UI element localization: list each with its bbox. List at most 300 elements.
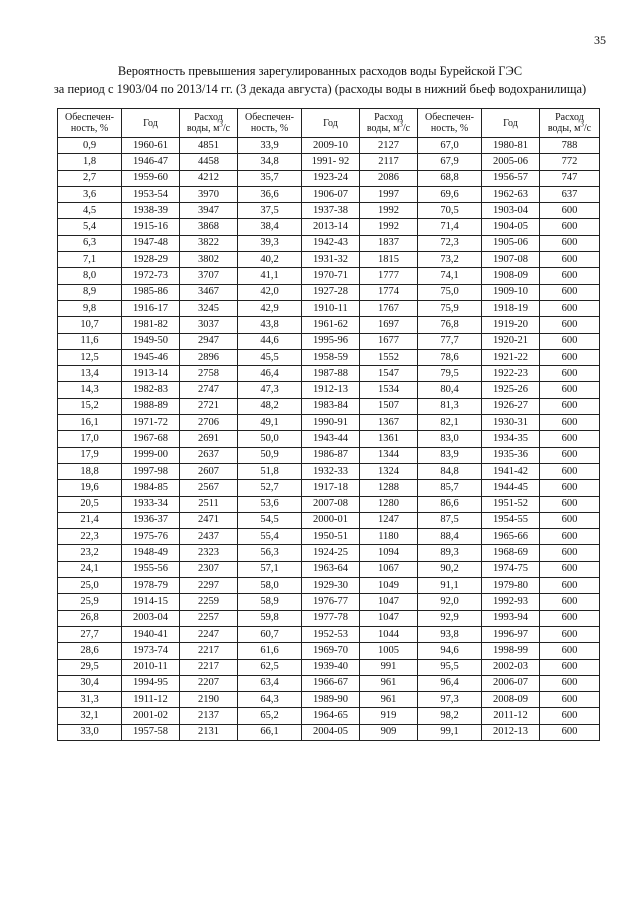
year-cell: 1983-84 [302, 398, 360, 414]
col-header-year: Год [482, 109, 540, 138]
flow-cell: 919 [360, 708, 418, 724]
year-cell: 1965-66 [482, 529, 540, 545]
probability-cell: 50,9 [238, 447, 302, 463]
year-cell: 1990-91 [302, 415, 360, 431]
table-row [58, 268, 600, 284]
probability-cell: 3,6 [58, 186, 122, 202]
flow-cell: 2207 [180, 675, 238, 691]
year-cell: 1981-82 [122, 317, 180, 333]
year-cell: 1907-08 [482, 252, 540, 268]
year-cell: 1963-64 [302, 561, 360, 577]
probability-cell: 53,6 [238, 496, 302, 512]
flow-cell: 1180 [360, 529, 418, 545]
probability-cell: 45,5 [238, 349, 302, 365]
flow-cell: 2297 [180, 578, 238, 594]
probability-cell: 27,7 [58, 626, 122, 642]
year-cell: 1939-40 [302, 659, 360, 675]
table-row [58, 610, 600, 626]
flow-cell: 3245 [180, 300, 238, 316]
flow-cell: 3822 [180, 235, 238, 251]
flow-cell: 1677 [360, 333, 418, 349]
probability-cell: 25,9 [58, 594, 122, 610]
probability-cell: 5,4 [58, 219, 122, 235]
year-cell: 1910-11 [302, 300, 360, 316]
flow-cell: 600 [540, 545, 600, 561]
year-cell: 1993-94 [482, 610, 540, 626]
year-cell: 1970-71 [302, 268, 360, 284]
flow-cell: 991 [360, 659, 418, 675]
flow-cell: 600 [540, 235, 600, 251]
flow-cell: 961 [360, 692, 418, 708]
probability-cell: 42,9 [238, 300, 302, 316]
year-cell: 1957-58 [122, 724, 180, 740]
probability-cell: 14,3 [58, 382, 122, 398]
flow-cell: 2117 [360, 154, 418, 170]
probability-cell: 10,7 [58, 317, 122, 333]
year-cell: 1955-56 [122, 561, 180, 577]
flow-cell: 4851 [180, 138, 238, 154]
flow-cell: 2896 [180, 349, 238, 365]
year-cell: 1954-55 [482, 512, 540, 528]
col-header-flow: Расход воды, $м^3/с$ [360, 109, 418, 138]
probability-cell: 63,4 [238, 675, 302, 691]
flow-cell: 2567 [180, 480, 238, 496]
year-cell: 1997-98 [122, 463, 180, 479]
year-cell: 2011-12 [482, 708, 540, 724]
year-cell: 1969-70 [302, 643, 360, 659]
year-cell: 1950-51 [302, 529, 360, 545]
year-cell: 1932-33 [302, 463, 360, 479]
probability-cell: 55,4 [238, 529, 302, 545]
flow-cell: 4458 [180, 154, 238, 170]
year-cell: 1962-63 [482, 186, 540, 202]
probability-cell: 2,7 [58, 170, 122, 186]
year-cell: 1989-90 [302, 692, 360, 708]
flow-cell: 1049 [360, 578, 418, 594]
year-cell: 1917-18 [302, 480, 360, 496]
table-row [58, 529, 600, 545]
flow-cell: 600 [540, 300, 600, 316]
probability-cell: 32,1 [58, 708, 122, 724]
probability-cell: 79,5 [418, 366, 482, 382]
table-row [58, 252, 600, 268]
flow-cell: 2607 [180, 463, 238, 479]
probability-cell: 24,1 [58, 561, 122, 577]
flow-cell: 3037 [180, 317, 238, 333]
flow-cell: 2131 [180, 724, 238, 740]
table-row [58, 203, 600, 219]
probability-cell: 36,6 [238, 186, 302, 202]
probability-cell: 33,9 [238, 138, 302, 154]
table-row [58, 643, 600, 659]
year-cell: 1987-88 [302, 366, 360, 382]
year-cell: 1945-46 [122, 349, 180, 365]
year-cell: 1916-17 [122, 300, 180, 316]
probability-cell: 89,3 [418, 545, 482, 561]
probability-cell: 25,0 [58, 578, 122, 594]
year-cell: 1960-61 [122, 138, 180, 154]
year-cell: 2002-03 [482, 659, 540, 675]
document-title-line-2: за период с 1903/04 по 2013/14 гг. (3 декада августа) (расходы воды в нижний бьеф водохранилища) [53, 82, 587, 96]
probability-cell: 50,0 [238, 431, 302, 447]
flow-cell: 2247 [180, 626, 238, 642]
probability-cell: 66,1 [238, 724, 302, 740]
probability-cell: 88,4 [418, 529, 482, 545]
year-cell: 1914-15 [122, 594, 180, 610]
page-number: 35 [594, 33, 606, 47]
probability-cell: 47,3 [238, 382, 302, 398]
flow-cell: 1044 [360, 626, 418, 642]
probability-cell: 35,7 [238, 170, 302, 186]
year-cell: 1964-65 [302, 708, 360, 724]
probability-cell: 26,8 [58, 610, 122, 626]
year-cell: 1923-24 [302, 170, 360, 186]
flow-cell: 600 [540, 675, 600, 691]
year-cell: 1988-89 [122, 398, 180, 414]
flow-cell: 2217 [180, 659, 238, 675]
year-cell: 2008-09 [482, 692, 540, 708]
flow-cell: 3707 [180, 268, 238, 284]
year-cell: 1909-10 [482, 284, 540, 300]
probability-cell: 16,1 [58, 415, 122, 431]
year-cell: 1918-19 [482, 300, 540, 316]
flow-cell: 2323 [180, 545, 238, 561]
year-cell: 1937-38 [302, 203, 360, 219]
year-cell: 2001-02 [122, 708, 180, 724]
table-row [58, 154, 600, 170]
table-row [58, 512, 600, 528]
probability-cell: 92,9 [418, 610, 482, 626]
year-cell: 1913-14 [122, 366, 180, 382]
flow-cell: 600 [540, 252, 600, 268]
year-cell: 1941-42 [482, 463, 540, 479]
probability-cell: 90,2 [418, 561, 482, 577]
year-cell: 2003-04 [122, 610, 180, 626]
probability-cell: 87,5 [418, 512, 482, 528]
col-header-probability: Обеспечен- ность, % [58, 109, 122, 138]
flow-cell: 600 [540, 578, 600, 594]
probability-cell: 67,0 [418, 138, 482, 154]
probability-cell: 94,6 [418, 643, 482, 659]
year-cell: 1948-49 [122, 545, 180, 561]
year-cell: 2009-10 [302, 138, 360, 154]
probability-cell: 18,8 [58, 463, 122, 479]
year-cell: 1956-57 [482, 170, 540, 186]
flow-cell: 1815 [360, 252, 418, 268]
probability-cell: 23,2 [58, 545, 122, 561]
table-row [58, 138, 600, 154]
year-cell: 1943-44 [302, 431, 360, 447]
probability-cell: 51,8 [238, 463, 302, 479]
probability-cell: 49,1 [238, 415, 302, 431]
table-row [58, 170, 600, 186]
flow-cell: 3947 [180, 203, 238, 219]
year-cell: 2004-05 [302, 724, 360, 740]
year-cell: 2012-13 [482, 724, 540, 740]
year-cell: 1985-86 [122, 284, 180, 300]
probability-cell: 6,3 [58, 235, 122, 251]
probability-cell: 86,6 [418, 496, 482, 512]
year-cell: 1966-67 [302, 675, 360, 691]
probability-cell: 54,5 [238, 512, 302, 528]
table-row [58, 675, 600, 691]
probability-cell: 33,0 [58, 724, 122, 740]
col-header-flow: Расход воды, $м^3/с$ [180, 109, 238, 138]
flow-cell: 1344 [360, 447, 418, 463]
year-cell: 1946-47 [122, 154, 180, 170]
year-cell: 1959-60 [122, 170, 180, 186]
col-header-probability: Обеспечен- ность, % [238, 109, 302, 138]
probability-cell: 37,5 [238, 203, 302, 219]
table-row [58, 186, 600, 202]
flow-cell: 2511 [180, 496, 238, 512]
flow-cell: 1697 [360, 317, 418, 333]
year-cell: 1972-73 [122, 268, 180, 284]
flow-cell: 1997 [360, 186, 418, 202]
probability-cell: 77,7 [418, 333, 482, 349]
year-cell: 1975-76 [122, 529, 180, 545]
year-cell: 1971-72 [122, 415, 180, 431]
probability-cell: 17,0 [58, 431, 122, 447]
probability-cell: 58,0 [238, 578, 302, 594]
year-cell: 1984-85 [122, 480, 180, 496]
flow-cell: 1280 [360, 496, 418, 512]
year-cell: 1934-35 [482, 431, 540, 447]
year-cell: 1949-50 [122, 333, 180, 349]
table-row [58, 659, 600, 675]
flow-cell: 2086 [360, 170, 418, 186]
probability-cell: 65,2 [238, 708, 302, 724]
probability-cell: 13,4 [58, 366, 122, 382]
probability-cell: 99,1 [418, 724, 482, 740]
year-cell: 2013-14 [302, 219, 360, 235]
year-cell: 1938-39 [122, 203, 180, 219]
flow-cell: 600 [540, 366, 600, 382]
flow-cell: 600 [540, 415, 600, 431]
flow-cell: 600 [540, 463, 600, 479]
flow-cell: 2947 [180, 333, 238, 349]
flow-cell: 600 [540, 219, 600, 235]
probability-cell: 69,6 [418, 186, 482, 202]
flow-cell: 600 [540, 317, 600, 333]
year-cell: 1936-37 [122, 512, 180, 528]
year-cell: 1973-74 [122, 643, 180, 659]
probability-cell: 60,7 [238, 626, 302, 642]
flow-cell: 788 [540, 138, 600, 154]
table-row [58, 317, 600, 333]
year-cell: 1904-05 [482, 219, 540, 235]
probability-cell: 38,4 [238, 219, 302, 235]
probability-cell: 73,2 [418, 252, 482, 268]
probability-cell: 4,5 [58, 203, 122, 219]
flow-cell: 1288 [360, 480, 418, 496]
flow-cell: 2758 [180, 366, 238, 382]
probability-cell: 83,0 [418, 431, 482, 447]
year-cell: 1982-83 [122, 382, 180, 398]
year-cell: 1967-68 [122, 431, 180, 447]
flow-cell: 3868 [180, 219, 238, 235]
flow-cell: 2747 [180, 382, 238, 398]
year-cell: 1906-07 [302, 186, 360, 202]
table-row [58, 415, 600, 431]
flow-cell: 1047 [360, 610, 418, 626]
flow-cell: 2257 [180, 610, 238, 626]
year-cell: 1915-16 [122, 219, 180, 235]
probability-cell: 20,5 [58, 496, 122, 512]
flow-cell: 2471 [180, 512, 238, 528]
probability-cell: 11,6 [58, 333, 122, 349]
col-header-year: Год [122, 109, 180, 138]
year-cell: 1961-62 [302, 317, 360, 333]
year-cell: 1926-27 [482, 398, 540, 414]
flow-cell: 1547 [360, 366, 418, 382]
flow-cell: 600 [540, 333, 600, 349]
probability-cell: 0,9 [58, 138, 122, 154]
flow-cell: 1767 [360, 300, 418, 316]
flow-cell: 1507 [360, 398, 418, 414]
flow-cell: 600 [540, 284, 600, 300]
probability-cell: 28,6 [58, 643, 122, 659]
year-cell: 1911-12 [122, 692, 180, 708]
year-cell: 1942-43 [302, 235, 360, 251]
year-cell: 1999-00 [122, 447, 180, 463]
probability-cell: 58,9 [238, 594, 302, 610]
flow-cell: 3467 [180, 284, 238, 300]
year-cell: 1947-48 [122, 235, 180, 251]
probability-cell: 7,1 [58, 252, 122, 268]
year-cell: 1977-78 [302, 610, 360, 626]
flow-cell: 600 [540, 382, 600, 398]
table-row [58, 626, 600, 642]
probability-cell: 1,8 [58, 154, 122, 170]
flow-cell: 1005 [360, 643, 418, 659]
flow-cell: 1552 [360, 349, 418, 365]
probability-cell: 17,9 [58, 447, 122, 463]
probability-cell: 46,4 [238, 366, 302, 382]
flow-cell: 1367 [360, 415, 418, 431]
year-cell: 1908-09 [482, 268, 540, 284]
probability-cell: 9,8 [58, 300, 122, 316]
flow-cell: 600 [540, 398, 600, 414]
flow-cell: 600 [540, 626, 600, 642]
table-row [58, 463, 600, 479]
year-cell: 1919-20 [482, 317, 540, 333]
flow-cell: 2127 [360, 138, 418, 154]
probability-cell: 56,3 [238, 545, 302, 561]
year-cell: 1922-23 [482, 366, 540, 382]
flow-cell: 2259 [180, 594, 238, 610]
year-cell: 1968-69 [482, 545, 540, 561]
flow-cell: 1837 [360, 235, 418, 251]
year-cell: 1998-99 [482, 643, 540, 659]
year-cell: 2010-11 [122, 659, 180, 675]
flow-cell: 2706 [180, 415, 238, 431]
table-row [58, 480, 600, 496]
table-row [58, 708, 600, 724]
flow-cell: 4212 [180, 170, 238, 186]
probability-cell: 96,4 [418, 675, 482, 691]
probability-cell: 64,3 [238, 692, 302, 708]
flow-cell: 600 [540, 643, 600, 659]
flow-probability-table [57, 108, 600, 741]
flow-cell: 1534 [360, 382, 418, 398]
year-cell: 2007-08 [302, 496, 360, 512]
year-cell: 1912-13 [302, 382, 360, 398]
flow-cell: 1777 [360, 268, 418, 284]
year-cell: 1927-28 [302, 284, 360, 300]
table-row [58, 219, 600, 235]
year-cell: 1921-22 [482, 349, 540, 365]
probability-cell: 93,8 [418, 626, 482, 642]
table-body [58, 138, 600, 741]
table-row [58, 398, 600, 414]
flow-cell: 1247 [360, 512, 418, 528]
year-cell: 1920-21 [482, 333, 540, 349]
flow-cell: 1992 [360, 203, 418, 219]
flow-cell: 2307 [180, 561, 238, 577]
table-row [58, 545, 600, 561]
year-cell: 1979-80 [482, 578, 540, 594]
flow-cell: 772 [540, 154, 600, 170]
probability-cell: 19,6 [58, 480, 122, 496]
year-cell: 1994-95 [122, 675, 180, 691]
probability-cell: 74,1 [418, 268, 482, 284]
probability-cell: 97,3 [418, 692, 482, 708]
probability-cell: 57,1 [238, 561, 302, 577]
table-row [58, 447, 600, 463]
year-cell: 2005-06 [482, 154, 540, 170]
probability-cell: 21,4 [58, 512, 122, 528]
probability-cell: 39,3 [238, 235, 302, 251]
flow-cell: 600 [540, 692, 600, 708]
probability-cell: 98,2 [418, 708, 482, 724]
flow-cell: 1361 [360, 431, 418, 447]
probability-cell: 29,5 [58, 659, 122, 675]
flow-cell: 1992 [360, 219, 418, 235]
year-cell: 2000-01 [302, 512, 360, 528]
flow-cell: 600 [540, 659, 600, 675]
probability-cell: 8,0 [58, 268, 122, 284]
table-row [58, 594, 600, 610]
flow-cell: 2691 [180, 431, 238, 447]
year-cell: 1976-77 [302, 594, 360, 610]
flow-cell: 1067 [360, 561, 418, 577]
flow-cell: 1094 [360, 545, 418, 561]
year-cell: 1925-26 [482, 382, 540, 398]
year-cell: 1978-79 [122, 578, 180, 594]
table-row [58, 300, 600, 316]
probability-cell: 40,2 [238, 252, 302, 268]
flow-cell: 2217 [180, 643, 238, 659]
probability-cell: 76,8 [418, 317, 482, 333]
probability-cell: 44,6 [238, 333, 302, 349]
probability-cell: 22,3 [58, 529, 122, 545]
flow-cell: 961 [360, 675, 418, 691]
flow-cell: 600 [540, 512, 600, 528]
table-row [58, 366, 600, 382]
probability-cell: 70,5 [418, 203, 482, 219]
table-row [58, 382, 600, 398]
probability-cell: 85,7 [418, 480, 482, 496]
year-cell: 1986-87 [302, 447, 360, 463]
probability-cell: 68,8 [418, 170, 482, 186]
flow-cell: 600 [540, 724, 600, 740]
year-cell: 1929-30 [302, 578, 360, 594]
table-row [58, 235, 600, 251]
year-cell: 1944-45 [482, 480, 540, 496]
probability-cell: 72,3 [418, 235, 482, 251]
flow-cell: 600 [540, 480, 600, 496]
